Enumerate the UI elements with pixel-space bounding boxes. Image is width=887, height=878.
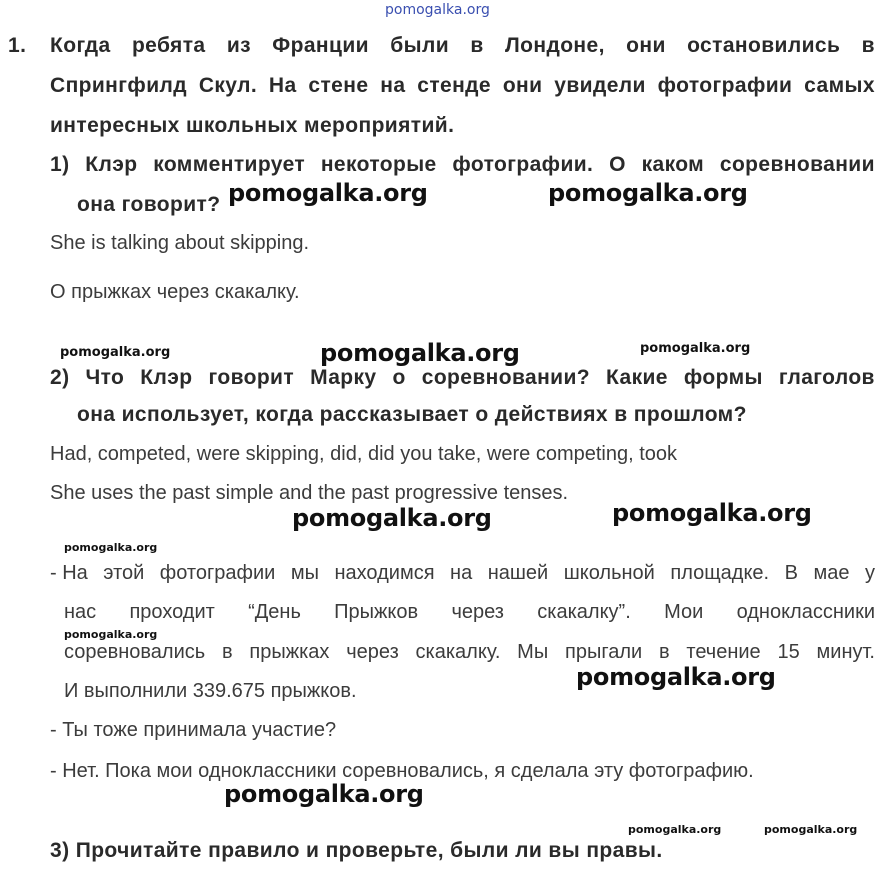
word: скакалку. <box>415 641 501 663</box>
word: соревновании? <box>421 366 591 389</box>
word: в <box>470 34 484 57</box>
word: они <box>626 34 666 57</box>
word: Клэр <box>85 153 138 176</box>
word: стенде <box>417 74 491 97</box>
task-intro-line-1 <box>50 34 875 58</box>
word: площадке. <box>670 562 770 584</box>
answer-2-tenses: She uses the past simple and the past progressive tenses. <box>50 482 569 504</box>
word: Скул. <box>198 74 258 97</box>
word: самых <box>804 74 875 97</box>
word: Мы <box>517 641 549 663</box>
watermark: pomogalka.org <box>228 179 428 207</box>
watermark: pomogalka.org <box>576 663 776 691</box>
question-1-line-2: она говорит? <box>77 193 221 216</box>
word: находимся <box>334 562 435 584</box>
word: школьной <box>563 562 655 584</box>
watermark: pomogalka.org <box>292 504 492 532</box>
word: В <box>784 562 798 584</box>
word: прыжках <box>249 641 330 663</box>
word: соревновались <box>64 641 206 663</box>
word: остановились <box>687 34 841 57</box>
answer-2-verbs: Had, competed, were skipping, did, did you take, were competing, took <box>50 443 678 465</box>
task-number: 1. <box>8 34 27 57</box>
word: Спрингфилд <box>50 74 187 97</box>
word: мае <box>813 562 850 584</box>
word: увидели <box>554 74 646 97</box>
word: в <box>221 641 233 663</box>
word: 1) <box>50 153 70 176</box>
word: были <box>390 34 450 57</box>
word: Мои <box>664 601 704 623</box>
watermark: pomogalka.org <box>60 345 171 360</box>
word: ребята <box>131 34 206 57</box>
task-intro-line-3: интересных школьных мероприятий. <box>50 114 455 137</box>
dialogue-line-3 <box>64 641 875 664</box>
word: фотографии. <box>452 153 594 176</box>
word: они <box>502 74 543 97</box>
task-intro-line-2 <box>50 74 875 98</box>
word: этой <box>103 562 145 584</box>
watermark: pomogalka.org <box>64 628 158 641</box>
watermark: pomogalka.org <box>64 541 158 554</box>
word: комментирует <box>153 153 306 176</box>
word: в <box>861 34 875 57</box>
answer-1-russian: О прыжках через скакалку. <box>50 281 300 303</box>
dialogue-line-2 <box>64 601 875 624</box>
word: Марку <box>310 366 377 389</box>
dialogue-line-5: - Ты тоже принимала участие? <box>50 719 337 741</box>
watermark: pomogalka.org <box>628 823 722 836</box>
word: скакалку”. <box>537 601 631 623</box>
word: 15 <box>777 641 800 663</box>
word: о <box>392 366 406 389</box>
word: О <box>609 153 626 176</box>
word: Прыжков <box>334 601 419 623</box>
word: проходит <box>129 601 215 623</box>
word: Франции <box>272 34 369 57</box>
word: 2) <box>50 366 70 389</box>
watermark: pomogalka.org <box>612 499 812 527</box>
word: мы <box>290 562 319 584</box>
word: говорит <box>208 366 295 389</box>
word: через <box>451 601 504 623</box>
word: нашей <box>487 562 549 584</box>
word: минут. <box>816 641 875 663</box>
word: Клэр <box>140 366 193 389</box>
word: прыгали <box>565 641 643 663</box>
question-3: 3) Прочитайте правило и проверьте, были ли вы правы. <box>50 839 663 862</box>
word: На <box>268 74 297 97</box>
dialogue-line-6: - Нет. Пока мои одноклассники соревновались, я сделала эту фотографию. <box>50 760 754 782</box>
word: каком <box>641 153 705 176</box>
word: Какие <box>606 366 668 389</box>
dialogue-line-4: И выполнили 339.675 прыжков. <box>64 680 357 702</box>
answer-1-english: She is talking about skipping. <box>50 232 310 254</box>
watermark-top: pomogalka.org <box>385 2 490 18</box>
watermark: pomogalka.org <box>320 339 520 367</box>
word: формы <box>683 366 763 389</box>
word: стене <box>308 74 369 97</box>
question-2-line-1 <box>50 366 875 390</box>
watermark: pomogalka.org <box>764 823 858 836</box>
word: через <box>346 641 399 663</box>
word: “День <box>248 601 301 623</box>
word: Что <box>85 366 125 389</box>
watermark: pomogalka.org <box>548 179 748 207</box>
word: фотографии <box>159 562 276 584</box>
word: фотографии <box>657 74 793 97</box>
word: течение <box>686 641 761 663</box>
word: на <box>380 74 406 97</box>
word: соревновании <box>719 153 875 176</box>
watermark: pomogalka.org <box>640 341 751 356</box>
question-1-line-1 <box>50 153 875 177</box>
word: нас <box>64 601 97 623</box>
dialogue-line-1 <box>50 562 875 585</box>
word: Лондоне, <box>505 34 605 57</box>
word: глаголов <box>778 366 875 389</box>
word: одноклассники <box>736 601 875 623</box>
word: на <box>450 562 473 584</box>
word: Когда <box>50 34 111 57</box>
word: - На <box>50 562 88 584</box>
word: из <box>226 34 251 57</box>
word: в <box>658 641 670 663</box>
question-2-line-2: она использует, когда рассказывает о действиях в прошлом? <box>77 403 747 426</box>
word: у <box>864 562 875 584</box>
watermark: pomogalka.org <box>224 780 424 808</box>
word: некоторые <box>320 153 437 176</box>
